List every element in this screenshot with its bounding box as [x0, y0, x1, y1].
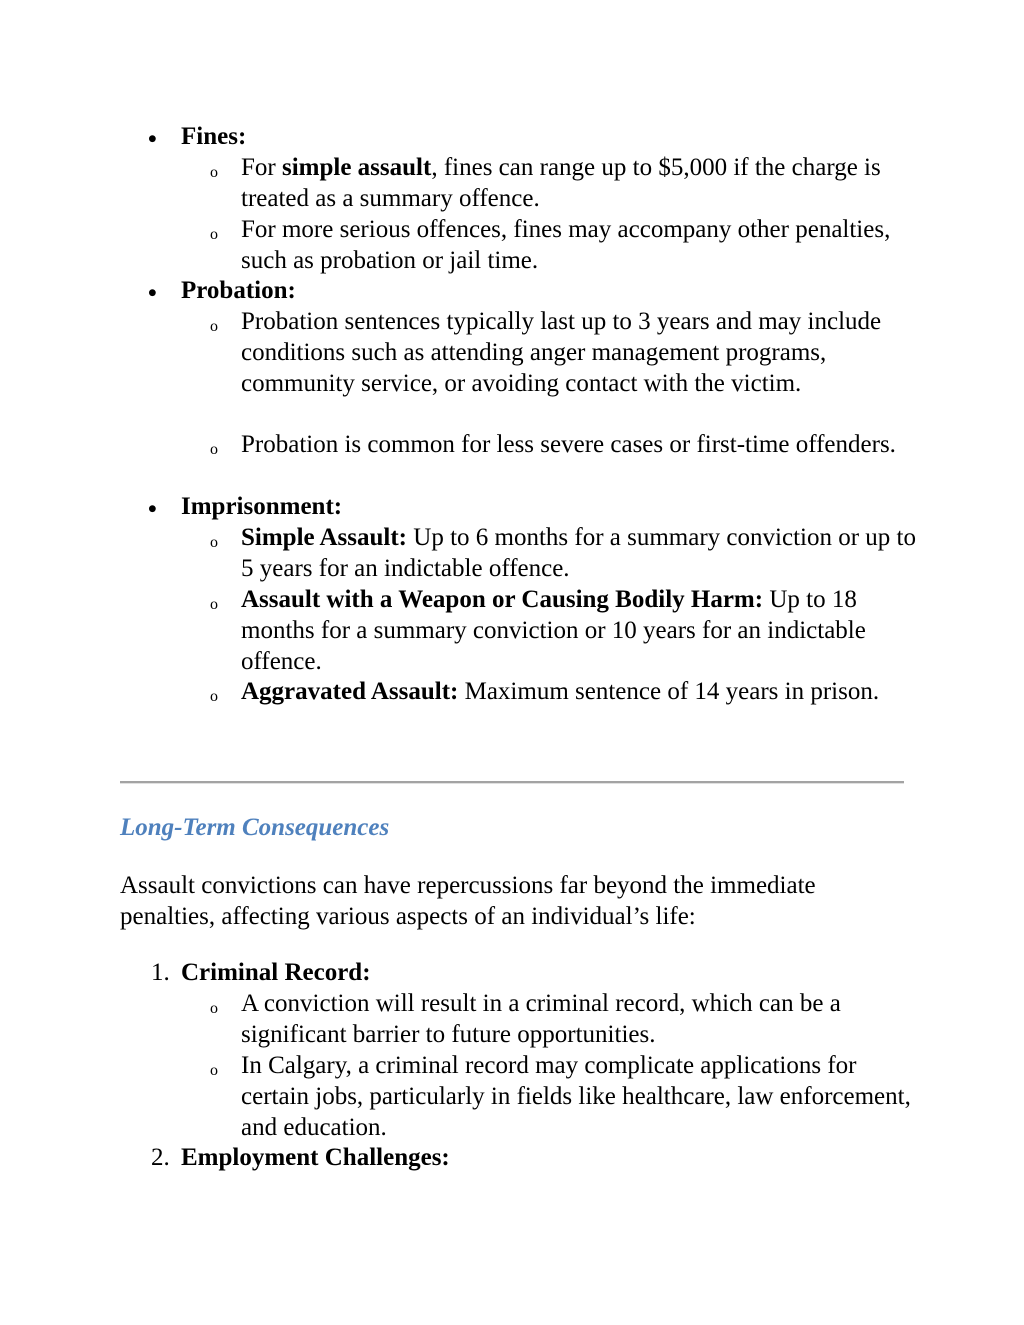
sub-bullet: o: [210, 226, 218, 243]
bullet-imprisonment: •: [148, 496, 157, 523]
criminal-record-calgary-text: In Calgary, a criminal record may complicate applications for certain jobs, particularly in fields like healthcare, law enforcement, and education.: [241, 1052, 911, 1141]
imprisonment-simple-assault: Simple Assault: Up to 6 months for a summary conviction or up to 5 years for an indictable offence.: [241, 524, 916, 582]
section-heading-long-term: Long-Term Consequences: [120, 814, 390, 841]
sub-bullet: o: [210, 164, 218, 181]
probation-sentences-text: Probation sentences typically last up to 3 years and may include conditions such as attending anger management programs, community service, or avoiding contact with the victim.: [241, 308, 882, 397]
bullet-fines: •: [148, 126, 157, 153]
sub-bullet: o: [210, 441, 218, 458]
sub-bullet: o: [210, 534, 218, 551]
criminal-record-barrier-text: A conviction will result in a criminal record, which can be a significant barrier to future opportunities.: [241, 990, 841, 1048]
sub-bullet: o: [210, 596, 218, 613]
sub-bullet: o: [210, 318, 218, 335]
probation-common-text: Probation is common for less severe cases or first-time offenders.: [241, 431, 896, 458]
sub-bullet: o: [210, 1000, 218, 1017]
criminal-record-heading: Criminal Record:: [181, 959, 371, 986]
fines-serious-text: For more serious offences, fines may accompany other penalties, such as probation or jail time.: [241, 216, 891, 274]
sub-bullet: o: [210, 688, 218, 705]
probation-heading: Probation:: [181, 277, 296, 304]
imprisonment-aggravated-assault: Aggravated Assault: Maximum sentence of 14 years in prison.: [241, 678, 880, 705]
fines-heading: Fines:: [181, 123, 247, 150]
employment-challenges-heading: Employment Challenges:: [181, 1144, 450, 1171]
imprisonment-heading: Imprisonment:: [181, 493, 343, 520]
long-term-intro: Assault convictions can have repercussions far beyond the immediate penalties, affecting various aspects of an individual’s life:: [120, 872, 816, 930]
horizontal-rule: [120, 781, 904, 784]
fines-simple-assault-text: For simple assault, fines can range up to $5,000 if the charge is treated as a summary offence.: [241, 154, 881, 212]
list-number: 1.: [151, 959, 170, 986]
imprisonment-weapon-bodily-harm: Assault with a Weapon or Causing Bodily Harm: Up to 18 months for a summary conviction or 10 years for an indictable offence.: [241, 586, 866, 675]
sub-bullet: o: [210, 1062, 218, 1079]
bullet-probation: •: [148, 280, 157, 307]
list-number: 2.: [151, 1144, 170, 1171]
